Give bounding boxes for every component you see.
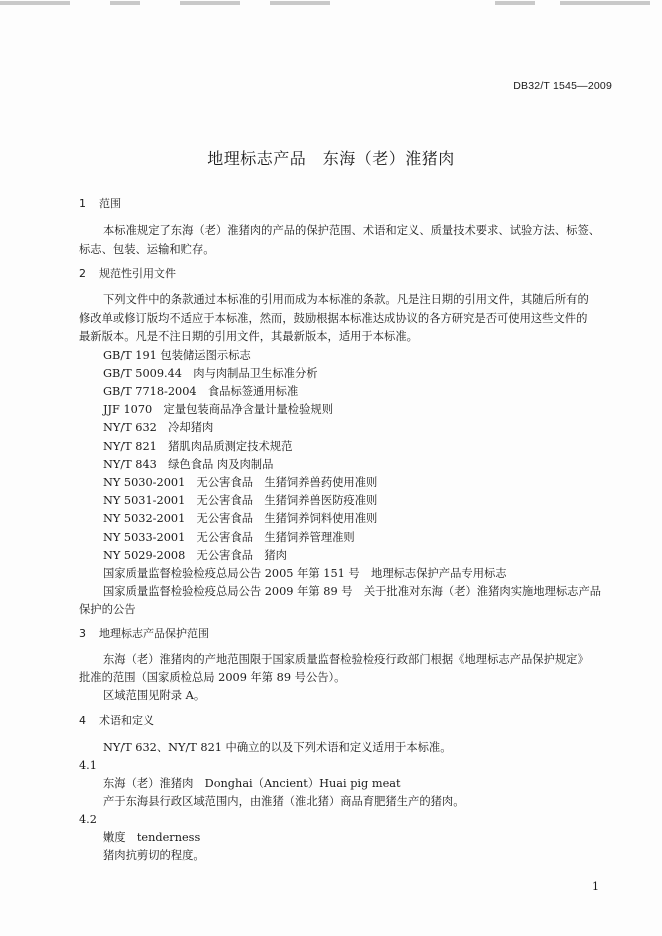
paragraph-line: 批准的范围（国家质检总局 2009 年第 89 号公告）。 (79, 671, 346, 684)
reference-item: NY 5032-2001 无公害食品 生猪饲养饲料使用准则 (103, 512, 378, 525)
document-number: DB32/T 1545—2009 (513, 80, 612, 92)
reference-item: 国家质量监督检验检疫总局公告 2009 年第 89 号 关于批准对东海（老）淮猪肉实施地理标志产品 (103, 585, 602, 598)
paragraph-line: 最新版本。凡是不注日期的引用文件，其最新版本，适用于本标准。 (79, 330, 418, 343)
reference-item: NY 5029-2008 无公害食品 猪肉 (103, 549, 287, 562)
paragraph-line: 东海（老）淮猪肉的产地范围限于国家质量监督检验检疫行政部门根据《地理标志产品保护规定》 (103, 653, 589, 666)
term-definition: 猪肉抗剪切的程度。 (103, 849, 205, 862)
section-3-heading: 3 地理标志产品保护范围 (79, 627, 209, 640)
term-number: 4.1 (79, 759, 97, 772)
term-definition: 产于东海县行政区域范围内，由淮猪（淮北猪）商品育肥猪生产的猪肉。 (103, 795, 465, 808)
section-4-heading: 4 术语和定义 (79, 714, 154, 727)
reference-item: NY/T 843 绿色食品 肉及肉制品 (103, 458, 274, 471)
reference-item: NY 5030-2001 无公害食品 生猪饲养兽药使用准则 (103, 476, 378, 489)
paragraph-line: 本标准规定了东海（老）淮猪肉的产品的保护范围、术语和定义、质量技术要求、试验方法、标签、 (103, 224, 601, 237)
paragraph-line: 区域范围见附录 A。 (103, 689, 206, 702)
reference-item: NY 5033-2001 无公害食品 生猪饲养管理准则 (103, 531, 355, 544)
paragraph-line: 标志、包装、运输和贮存。 (79, 243, 215, 256)
paragraph-line: 修改单或修订版均不适应于本标准，然而，鼓励根据本标准达成协议的各方研究是否可使用这些文件的 (79, 312, 588, 325)
reference-item: 国家质量监督检验检疫总局公告 2005 年第 151 号 地理标志保护产品专用标志 (103, 567, 507, 580)
section-2-heading: 2 规范性引用文件 (79, 267, 176, 280)
section-1-heading: 1 范围 (79, 197, 121, 210)
reference-item: NY/T 632 冷却猪肉 (103, 421, 214, 434)
reference-item: NY/T 821 猪肌肉品质测定技术规范 (103, 440, 293, 453)
reference-item: NY 5031-2001 无公害食品 生猪饲养兽医防疫准则 (103, 494, 378, 507)
term-title: 嫩度 tenderness (103, 831, 201, 844)
document-title: 地理标志产品 东海（老）淮猪肉 (207, 149, 455, 168)
paragraph-line: NY/T 632、NY/T 821 中确立的以及下列术语和定义适用于本标准。 (103, 741, 452, 754)
paragraph-line: 下列文件中的条款通过本标准的引用而成为本标准的条款。凡是注日期的引用文件，其随后所有的 (103, 293, 589, 306)
reference-item-continuation: 保护的公告 (79, 603, 136, 616)
reference-item: JJF 1070 定量包装商品净含量计量检验规则 (103, 403, 333, 416)
term-title: 东海（老）淮猪肉 Donghai（Ancient）Huai pig meat (103, 777, 401, 790)
page-number: 1 (592, 880, 599, 893)
reference-item: GB/T 7718-2004 食品标签通用标准 (103, 385, 299, 398)
reference-item: GB/T 191 包装储运图示标志 (103, 349, 251, 362)
term-number: 4.2 (79, 813, 97, 826)
reference-item: GB/T 5009.44 肉与肉制品卫生标准分析 (103, 367, 318, 380)
top-edge-artifact (0, 0, 662, 6)
